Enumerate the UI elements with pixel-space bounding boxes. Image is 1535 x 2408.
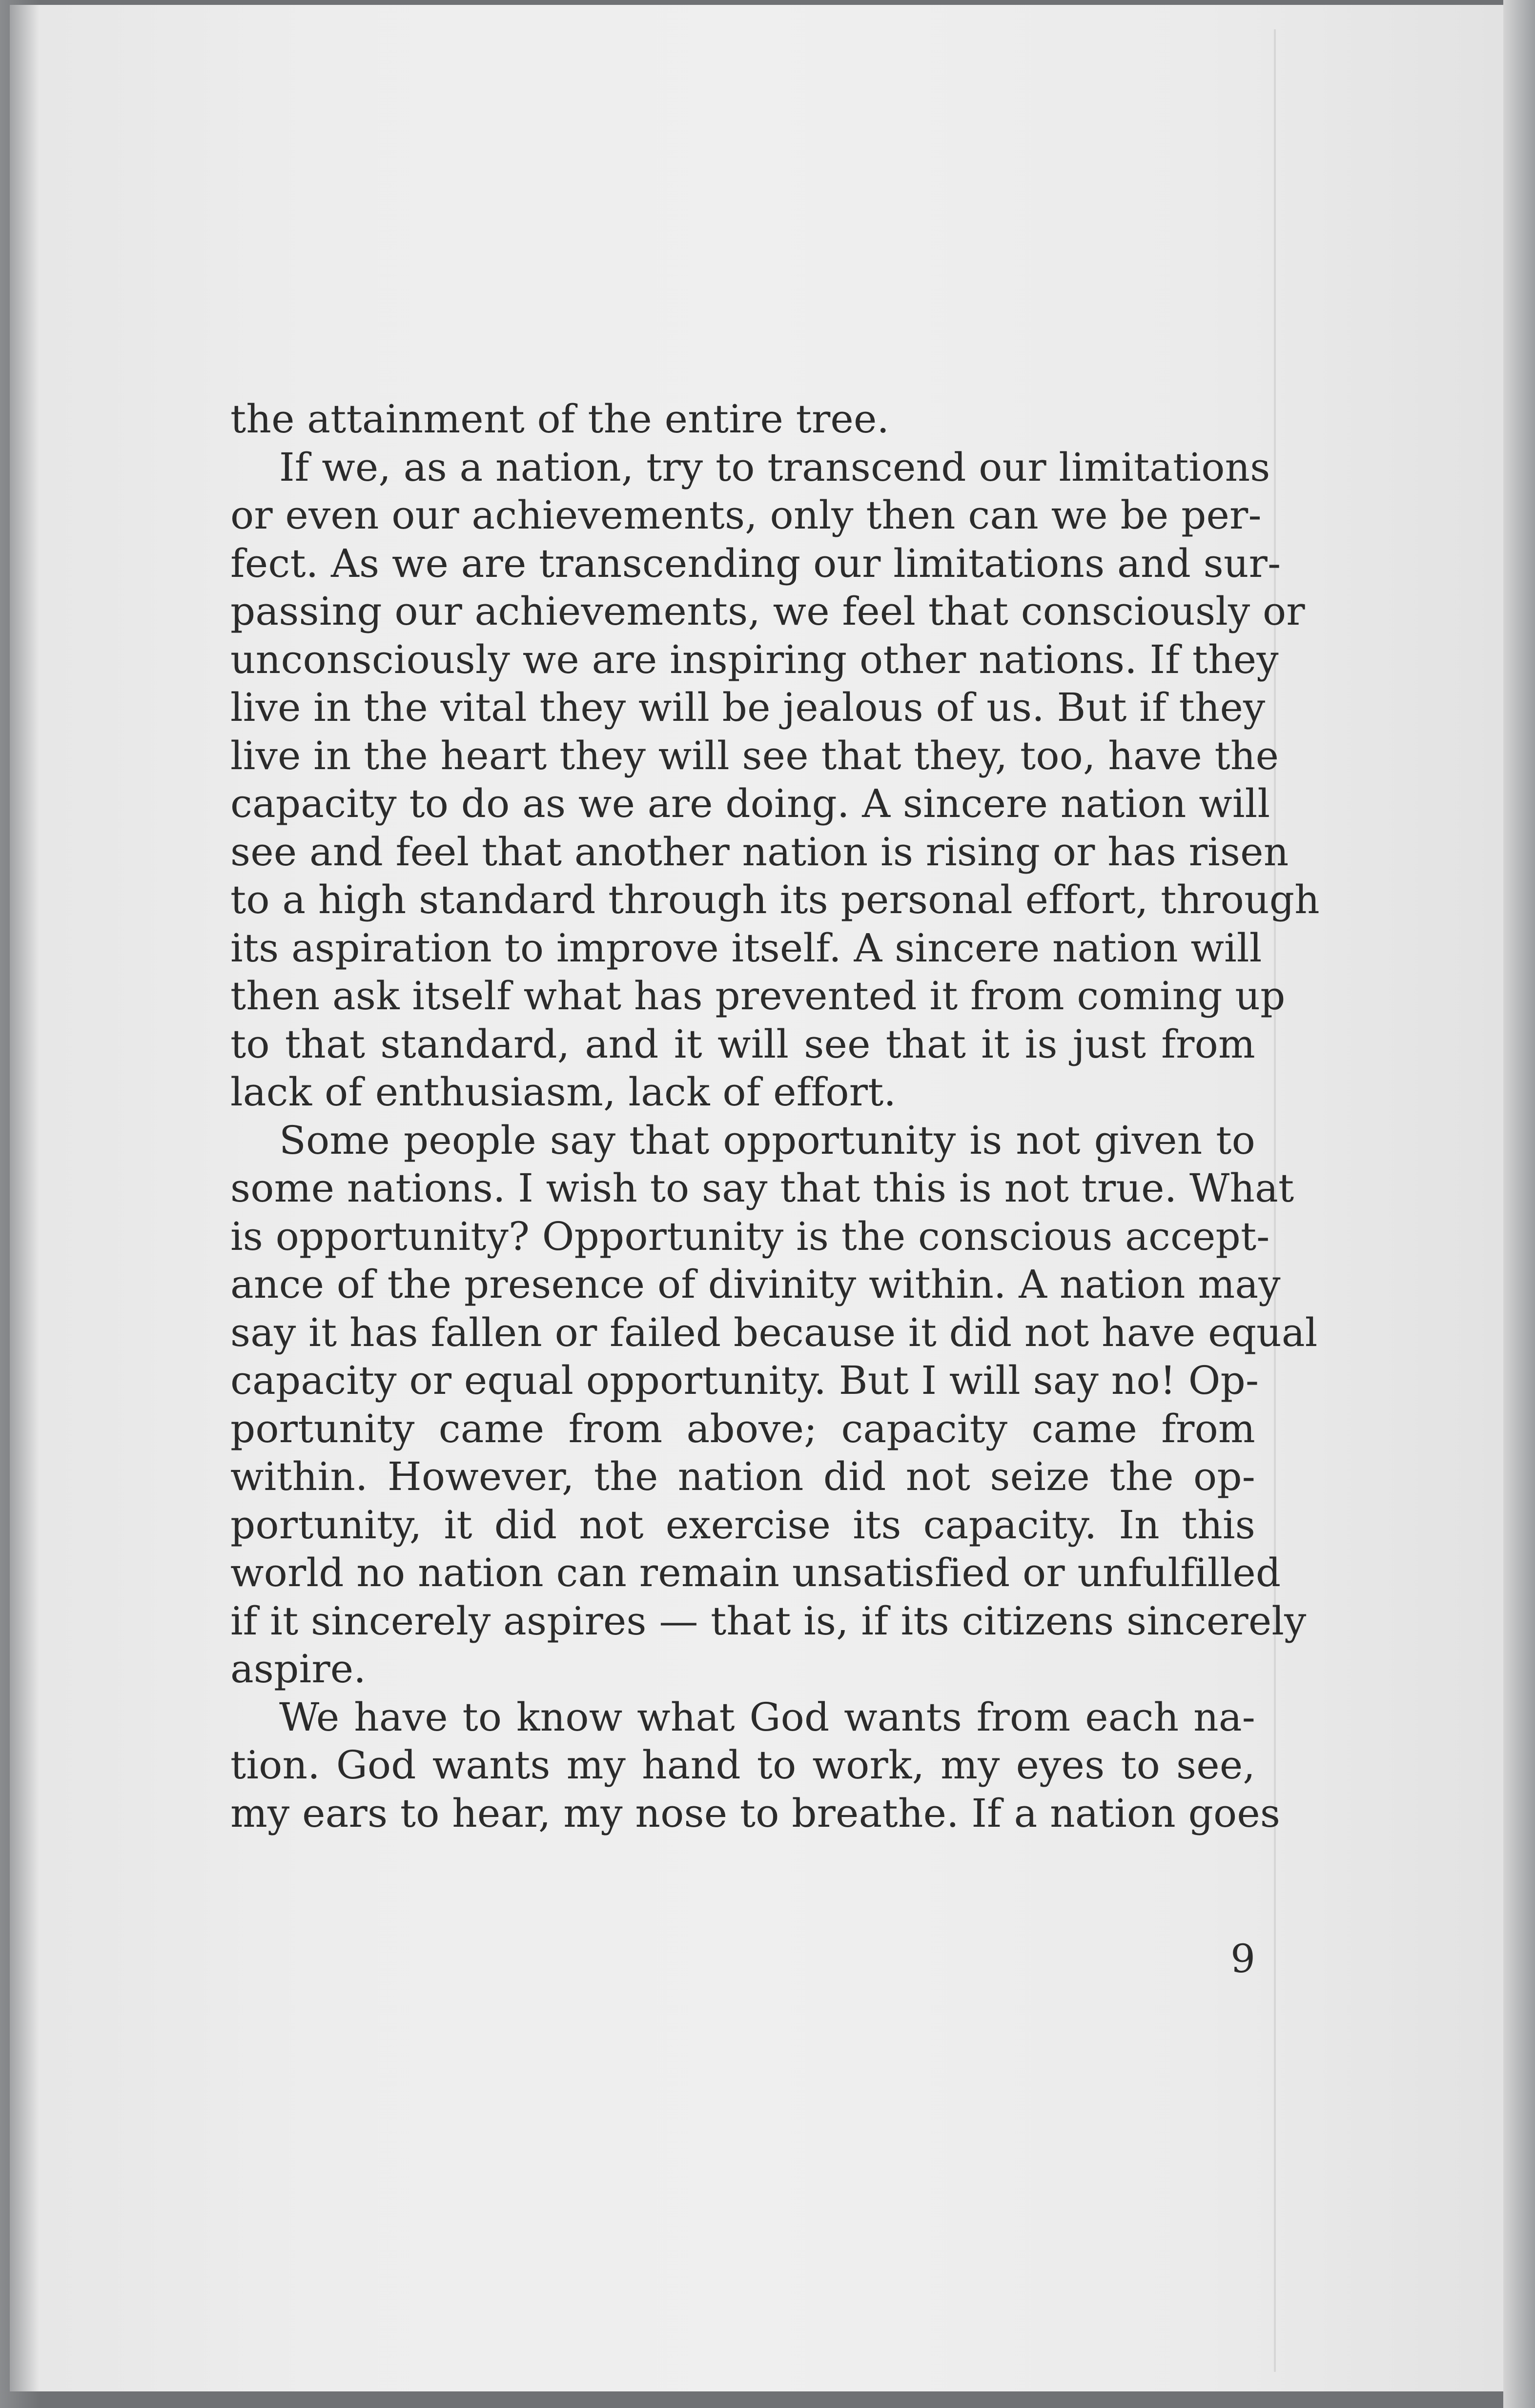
text-line: is opportunity? Opportunity is the conscious accept- (230, 1213, 1270, 1259)
page-edge-right (1503, 0, 1535, 2408)
text-line: some nations. I wish to say that this is not true. What (230, 1165, 1294, 1211)
text-line: If we, as a nation, try to transcend our limitations (279, 444, 1270, 490)
text-line: portunity, it did not exercise its capacity. In this (230, 1502, 1255, 1548)
text-line: if it sincerely aspires — that is, if its citizens sincerely (230, 1598, 1307, 1644)
text-line: Some people say that opportunity is not given to (279, 1117, 1255, 1163)
page-number: 9 (1230, 1936, 1255, 1981)
text-line: within. However, the nation did not seize the op- (230, 1454, 1255, 1499)
text-line: lack of enthusiasm, lack of effort. (230, 1069, 897, 1115)
text-line: passing our achievements, we feel that consciously or (230, 589, 1305, 634)
text-line: my ears to hear, my nose to breathe. If a nation goes (230, 1790, 1281, 1836)
text-line: live in the heart they will see that they, too, have the (230, 733, 1279, 778)
text-line: capacity or equal opportunity. But I will say no! Op- (230, 1358, 1259, 1403)
text-line: its aspiration to improve itself. A sincere nation will (230, 925, 1262, 971)
text-line: world no nation can remain unsatisfied or unfulfilled (230, 1550, 1281, 1595)
text-line: say it has fallen or failed because it did not have equal (230, 1309, 1318, 1355)
text-line: to that standard, and it will see that it is just from (230, 1021, 1255, 1067)
text-line: fect. As we are transcending our limitations and sur- (230, 540, 1281, 586)
text-line: ance of the presence of divinity within. A nation may (230, 1262, 1281, 1307)
text-line: aspire. (230, 1646, 366, 1692)
text-line: live in the vital they will be jealous of us. But if they (230, 685, 1266, 730)
text-line: tion. God wants my hand to work, my eyes to see, (230, 1742, 1255, 1788)
text-line: to a high standard through its personal effort, through (230, 877, 1320, 922)
page-shadow-left (0, 0, 39, 2408)
text-line: the attainment of the entire tree. (230, 396, 890, 442)
text-line: unconsciously we are inspiring other nations. If they (230, 636, 1279, 682)
body-text (230, 395, 1320, 1837)
text-line: capacity to do as we are doing. A sincere nation will (230, 781, 1270, 826)
text-line: We have to know what God wants from each na- (279, 1694, 1255, 1740)
text-line: then ask itself what has prevented it from coming up (230, 973, 1286, 1019)
text-line: see and feel that another nation is rising or has risen (230, 829, 1289, 875)
text-line: or even our achievements, only then can we be per- (230, 492, 1262, 538)
text-line: portunity came from above; capacity came from (230, 1406, 1255, 1451)
